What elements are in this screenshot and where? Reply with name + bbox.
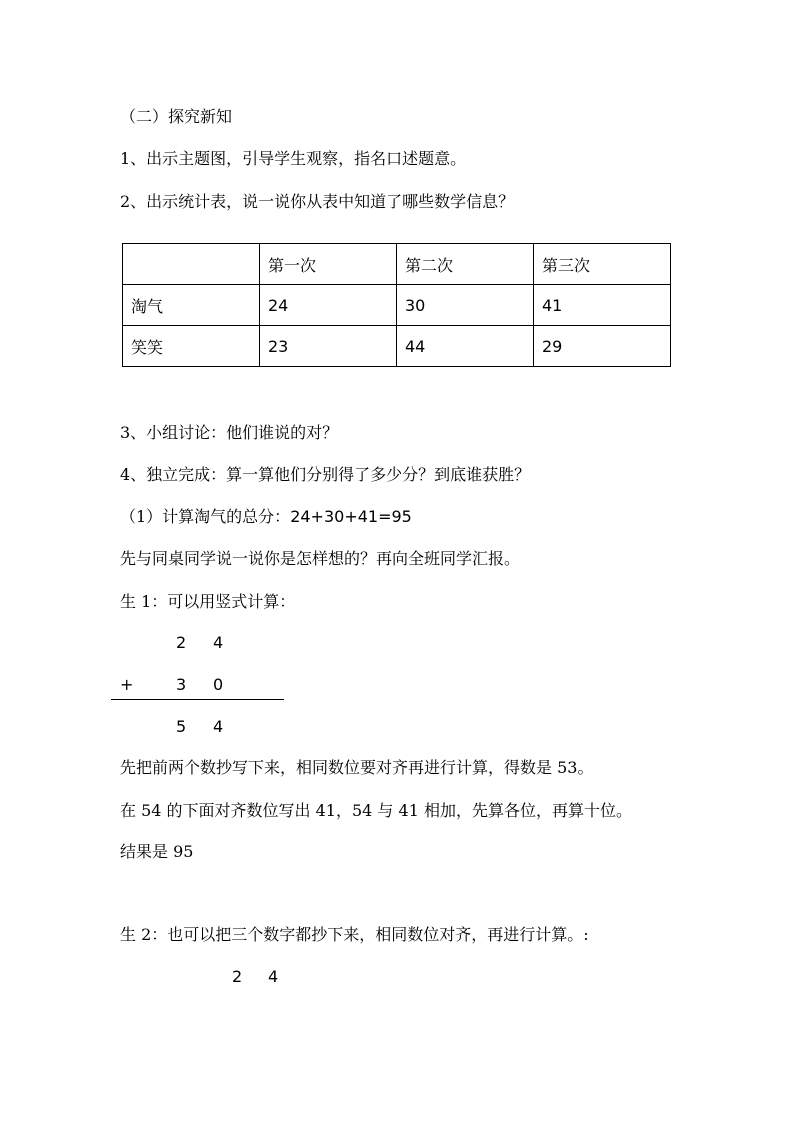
vertical1-row2-ones: 0 [213, 675, 224, 694]
explanation-1: 先把前两个数抄写下来，相同数位要对齐再进行计算，得数是 53。 [120, 758, 594, 777]
calc-item-label: （1）计算淘气的总分： [120, 507, 291, 526]
calc-item-1 [120, 506, 412, 528]
stats-table [122, 243, 671, 367]
table-header-cell [123, 244, 260, 285]
step-3: 3、小组讨论：他们谁说的对？ [120, 423, 339, 442]
vertical1-row1-tens: 2 [176, 633, 187, 652]
row-name: 淘气 [123, 285, 260, 326]
student-2-answer: 生 2：也可以把三个数字都抄下来，相同数位对齐，再进行计算。: [120, 925, 589, 944]
explanation-2: 在 54 的下面对齐数位写出 41，54 与 41 相加，先算各位，再算十位。 [120, 801, 632, 820]
discuss-prompt: 先与同桌同学说一说你是怎样想的？再向全班同学汇报。 [120, 549, 521, 568]
plus-operator: + [120, 675, 134, 694]
row-name: 笑笑 [123, 326, 260, 367]
table-cell: 30 [397, 285, 534, 326]
vertical2-row1-tens: 2 [232, 967, 243, 986]
table-header-row [123, 244, 671, 285]
sum-rule-line [111, 699, 284, 700]
vertical2-row1-ones: 4 [268, 967, 279, 986]
table-cell: 29 [534, 326, 671, 367]
table-cell: 41 [534, 285, 671, 326]
step-2: 2、出示统计表，说一说你从表中知道了哪些数学信息？ [120, 192, 515, 211]
vertical1-row2-tens: 3 [176, 675, 187, 694]
table-row [123, 326, 671, 367]
table-header-cell: 第三次 [534, 244, 671, 285]
student-1-answer: 生 1：可以用竖式计算： [120, 592, 296, 611]
table-cell: 23 [260, 326, 397, 367]
vertical1-row1-ones: 4 [213, 633, 224, 652]
vertical1-result-ones: 4 [213, 717, 224, 736]
table-cell: 24 [260, 285, 397, 326]
table-row [123, 285, 671, 326]
table-cell: 44 [397, 326, 534, 367]
vertical1-result-tens: 5 [176, 717, 187, 736]
section-heading: （二）探究新知 [120, 107, 233, 126]
calc-formula: 24+30+41=95 [290, 507, 412, 526]
step-4: 4、独立完成：算一算他们分别得了多少分？到底谁获胜？ [120, 465, 531, 484]
table-header-cell: 第一次 [260, 244, 397, 285]
result-line: 结果是 95 [120, 842, 194, 861]
table-header-cell: 第二次 [397, 244, 534, 285]
step-1: 1、出示主题图，引导学生观察，指名口述题意。 [120, 149, 467, 168]
